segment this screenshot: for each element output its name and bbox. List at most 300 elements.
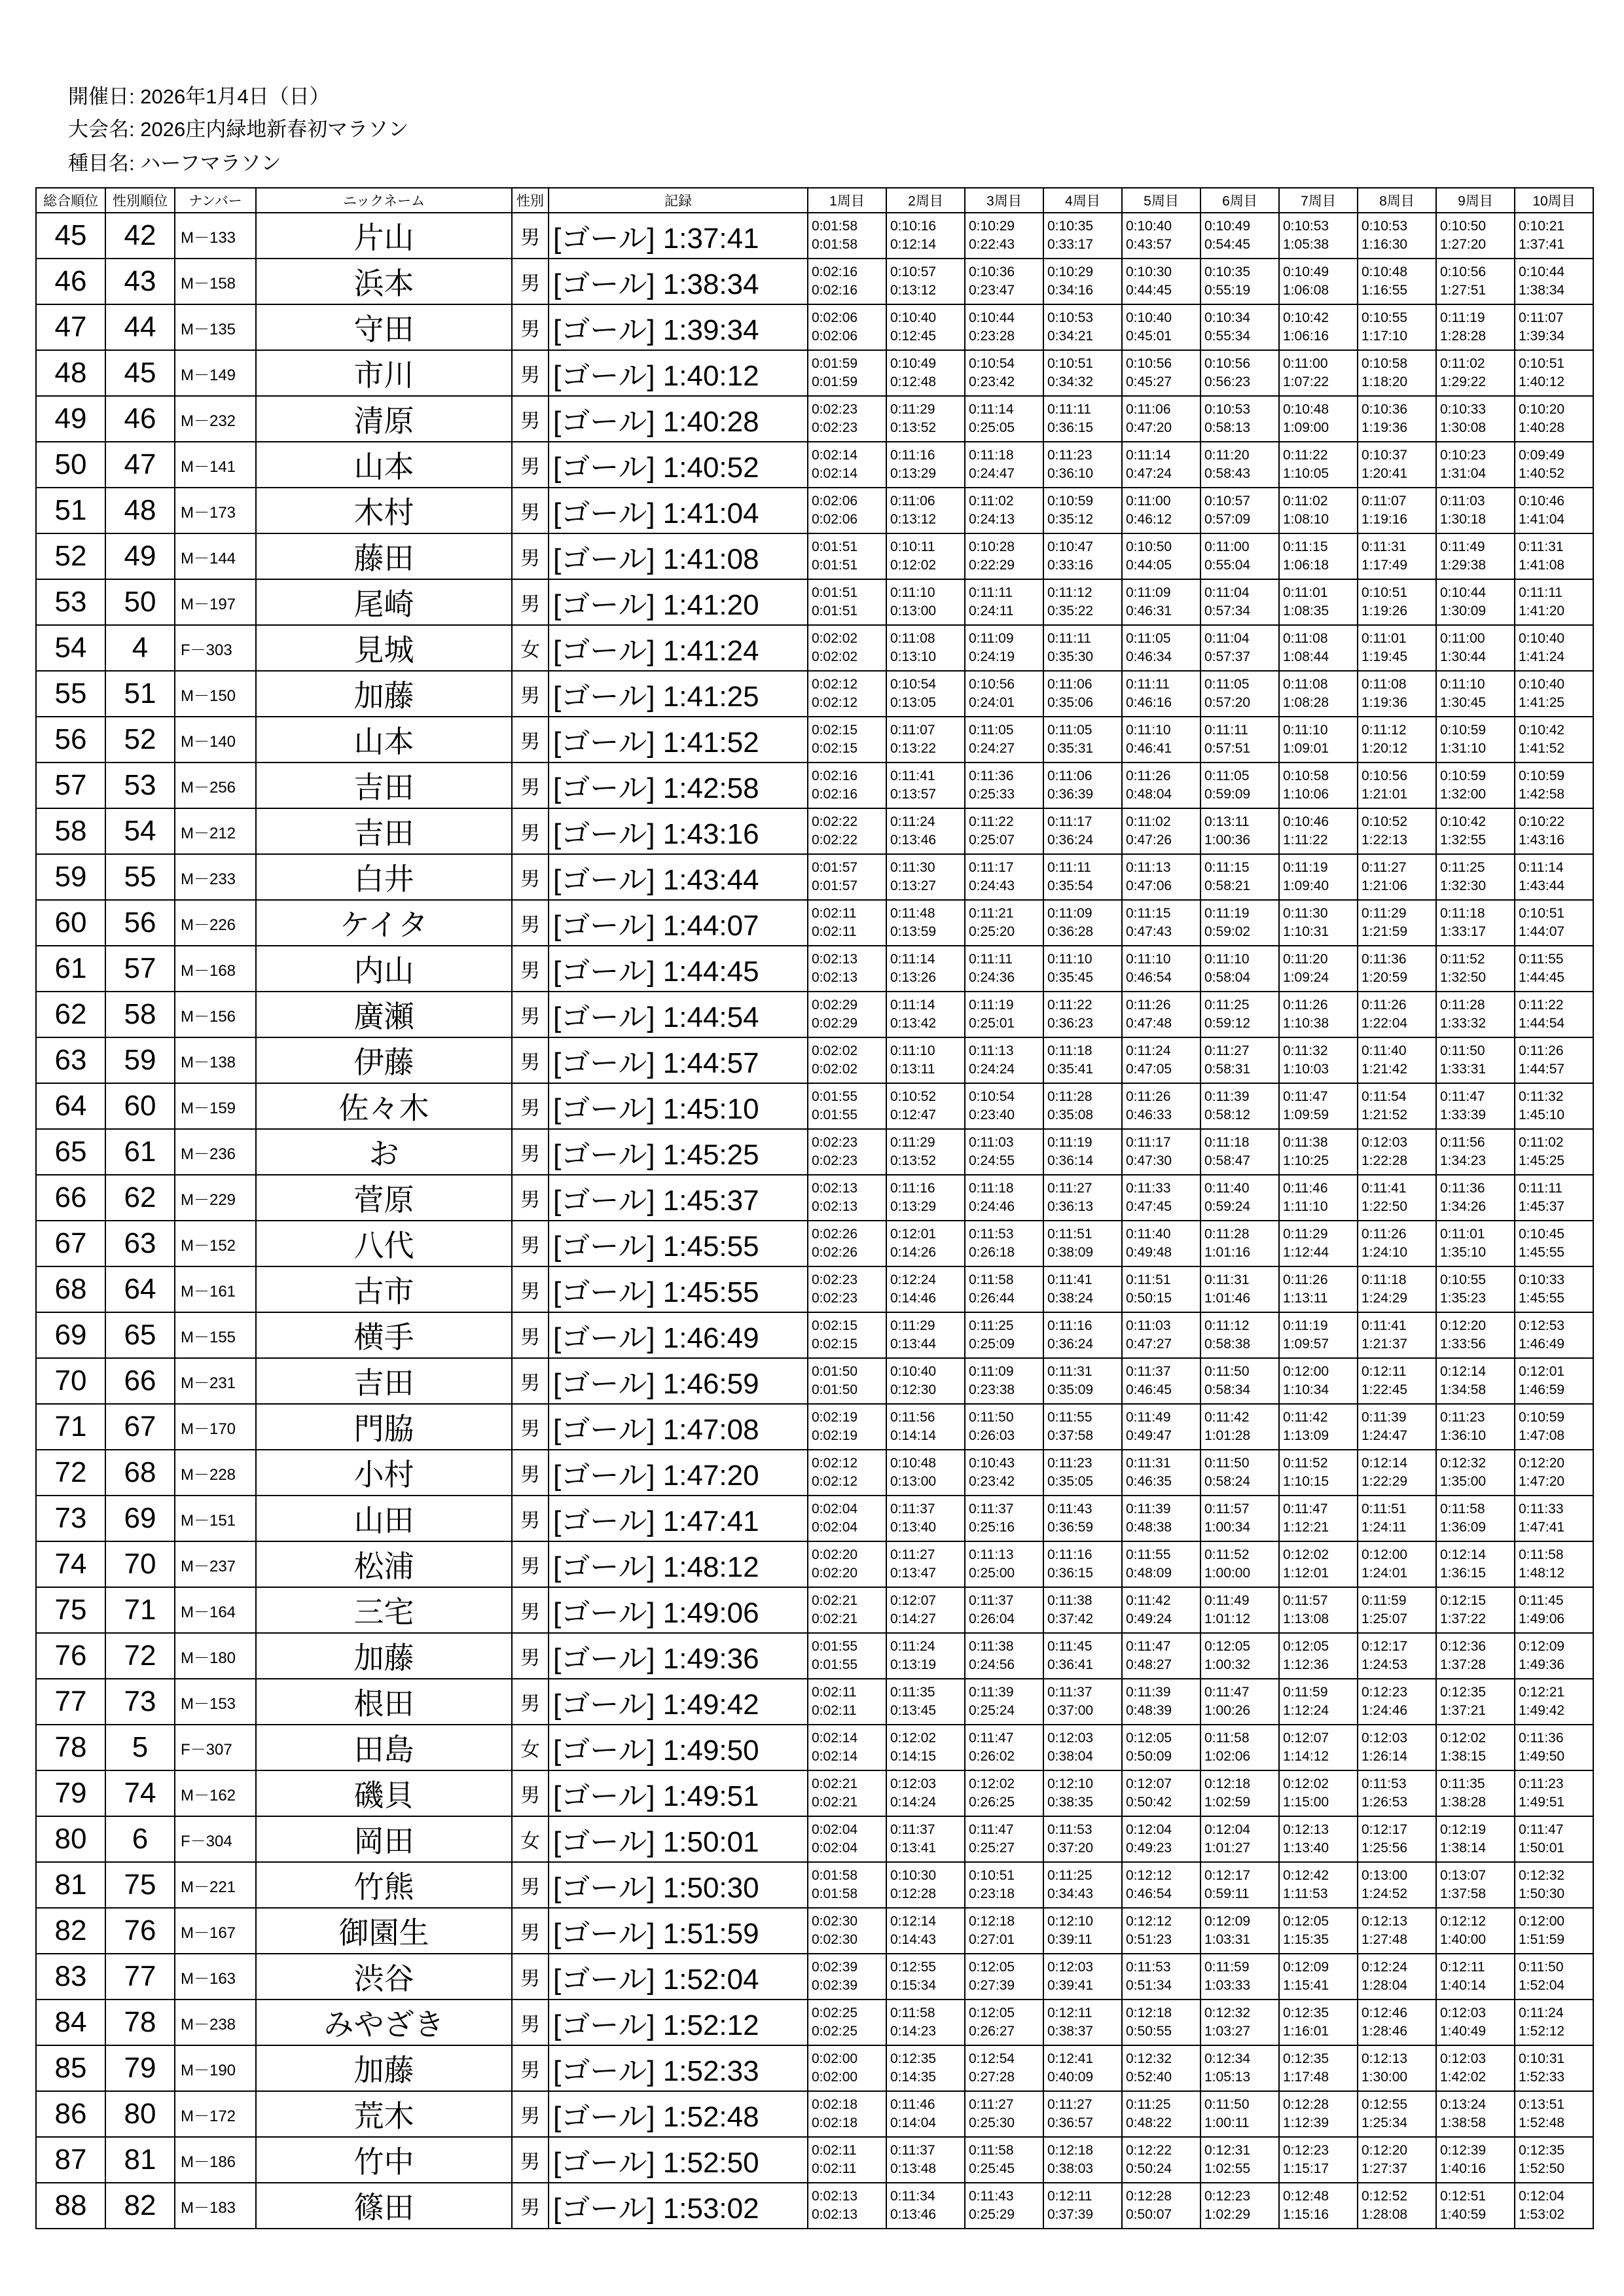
lap-8-cell bbox=[1358, 1954, 1437, 2000]
result-row bbox=[37, 1863, 1594, 1909]
lap-10-cell bbox=[1515, 2183, 1594, 2229]
lap-split-time: 0:10:53 bbox=[1204, 402, 1251, 417]
lap-split-time: 0:11:47 bbox=[969, 1822, 1014, 1837]
lap-6-cell bbox=[1201, 717, 1280, 763]
gender-rank-cell: 45 bbox=[106, 351, 175, 397]
lap-split-time: 0:10:42 bbox=[1519, 723, 1565, 738]
lap-cumulative-time: 0:48:22 bbox=[1126, 2115, 1172, 2130]
lap-4-cell bbox=[1044, 305, 1123, 351]
lap-cumulative-time: 0:34:32 bbox=[1047, 374, 1094, 389]
gender-cell: 男 bbox=[513, 855, 549, 901]
lap-cumulative-time: 0:59:09 bbox=[1204, 787, 1251, 802]
result-row bbox=[37, 1679, 1594, 1725]
lap-cumulative-time: 1:17:49 bbox=[1362, 558, 1408, 573]
lap-cumulative-time: 0:50:55 bbox=[1126, 2024, 1172, 2039]
lap-split-time: 0:11:36 bbox=[1440, 1181, 1485, 1196]
lap-10-cell bbox=[1515, 763, 1594, 809]
lap-split-time: 0:02:11 bbox=[812, 906, 857, 921]
lap-split-time: 0:11:00 bbox=[1283, 356, 1328, 371]
lap-cumulative-time: 0:02:25 bbox=[812, 2024, 858, 2039]
lap-cumulative-time: 0:14:04 bbox=[890, 2115, 937, 2130]
nickname-cell: 加藤 bbox=[257, 2046, 513, 2092]
nickname-cell: 市川 bbox=[257, 351, 513, 397]
lap-5-cell bbox=[1123, 1313, 1201, 1359]
lap-4-cell bbox=[1044, 1496, 1123, 1542]
lap-cumulative-time: 0:25:09 bbox=[969, 1336, 1015, 1352]
lap-cumulative-time: 1:37:41 bbox=[1519, 237, 1565, 252]
record-cell: [ゴール] 1:44:07 bbox=[549, 901, 808, 946]
bib-number-cell: M－150 bbox=[175, 672, 257, 717]
lap-split-time: 0:11:40 bbox=[1362, 1043, 1407, 1058]
lap-split-time: 0:11:51 bbox=[1047, 1227, 1092, 1242]
bib-number-cell: F－304 bbox=[175, 1817, 257, 1863]
lap-split-time: 0:10:47 bbox=[1047, 539, 1094, 554]
lap-cumulative-time: 1:02:06 bbox=[1204, 1749, 1251, 1764]
lap-9-cell bbox=[1437, 946, 1515, 992]
record-cell: [ゴール] 1:41:25 bbox=[549, 672, 808, 717]
lap-cumulative-time: 0:25:16 bbox=[969, 1520, 1015, 1535]
gender-rank-cell: 59 bbox=[106, 1038, 175, 1084]
lap-cumulative-time: 0:23:42 bbox=[969, 1474, 1015, 1489]
lap-8-cell bbox=[1358, 1817, 1437, 1863]
lap-2-cell bbox=[887, 213, 965, 259]
lap-4-cell bbox=[1044, 1221, 1123, 1267]
lap-split-time: 0:11:35 bbox=[890, 1685, 935, 1700]
lap-cumulative-time: 0:36:59 bbox=[1047, 1520, 1094, 1535]
lap-cumulative-time: 0:22:29 bbox=[969, 558, 1015, 573]
lap-6-cell bbox=[1201, 1221, 1280, 1267]
lap-9-cell bbox=[1437, 626, 1515, 672]
lap-split-time: 0:12:12 bbox=[1126, 1868, 1172, 1883]
lap-split-time: 0:02:23 bbox=[812, 1135, 858, 1150]
gender-cell: 男 bbox=[513, 2092, 549, 2138]
lap-split-time: 0:12:09 bbox=[1283, 1960, 1329, 1975]
lap-4-cell bbox=[1044, 672, 1123, 717]
gender-cell: 男 bbox=[513, 1175, 549, 1221]
lap-split-time: 0:11:54 bbox=[1362, 1089, 1407, 1104]
lap-5-cell bbox=[1123, 305, 1201, 351]
lap-1-cell bbox=[808, 946, 887, 992]
lap-cumulative-time: 1:15:17 bbox=[1283, 2161, 1329, 2176]
lap-cumulative-time: 1:44:07 bbox=[1519, 924, 1565, 939]
lap-8-cell bbox=[1358, 1038, 1437, 1084]
lap-cumulative-time: 0:13:00 bbox=[890, 1474, 937, 1489]
gender-rank-cell: 78 bbox=[106, 2000, 175, 2046]
lap-4-cell bbox=[1044, 763, 1123, 809]
lap-10-cell bbox=[1515, 534, 1594, 580]
lap-2-cell bbox=[887, 1588, 965, 1634]
lap-cumulative-time: 0:24:47 bbox=[969, 466, 1015, 481]
lap-cumulative-time: 1:26:14 bbox=[1362, 1749, 1408, 1764]
lap-split-time: 0:12:19 bbox=[1440, 1822, 1487, 1837]
gender-rank-cell: 43 bbox=[106, 259, 175, 305]
lap-split-time: 0:11:01 bbox=[1283, 585, 1328, 600]
lap-split-time: 0:12:07 bbox=[1283, 1731, 1329, 1746]
bib-number-cell: F－303 bbox=[175, 626, 257, 672]
lap-3-header: 3周目 bbox=[965, 188, 1044, 213]
record-cell: [ゴール] 1:41:08 bbox=[549, 534, 808, 580]
lap-split-time: 0:11:09 bbox=[1126, 585, 1171, 600]
gender-rank-cell: 58 bbox=[106, 992, 175, 1038]
lap-split-time: 0:12:20 bbox=[1519, 1456, 1565, 1471]
lap-cumulative-time: 0:25:30 bbox=[969, 2115, 1015, 2130]
record-cell: [ゴール] 1:52:12 bbox=[549, 2000, 808, 2046]
lap-cumulative-time: 0:36:23 bbox=[1047, 1016, 1094, 1031]
lap-split-time: 0:02:22 bbox=[812, 814, 858, 829]
lap-cumulative-time: 0:39:11 bbox=[1047, 1932, 1092, 1947]
gender-rank-cell: 70 bbox=[106, 1542, 175, 1588]
lap-split-time: 0:11:18 bbox=[969, 448, 1014, 463]
lap-split-time: 0:11:20 bbox=[1283, 952, 1328, 967]
lap-10-cell bbox=[1515, 351, 1594, 397]
lap-cumulative-time: 1:22:04 bbox=[1362, 1016, 1408, 1031]
lap-split-time: 0:12:18 bbox=[969, 1914, 1015, 1929]
gender-rank-cell: 65 bbox=[106, 1313, 175, 1359]
lap-5-cell bbox=[1123, 580, 1201, 626]
lap-split-time: 0:12:07 bbox=[890, 1593, 937, 1608]
lap-cumulative-time: 0:36:13 bbox=[1047, 1199, 1094, 1214]
lap-cumulative-time: 1:32:00 bbox=[1440, 787, 1487, 802]
lap-split-time: 0:01:51 bbox=[812, 539, 858, 554]
lap-split-time: 0:13:07 bbox=[1440, 1868, 1487, 1883]
lap-cumulative-time: 0:02:04 bbox=[812, 1520, 858, 1535]
result-row bbox=[37, 946, 1594, 992]
lap-cumulative-time: 1:30:00 bbox=[1362, 2070, 1408, 2085]
lap-cumulative-time: 0:02:11 bbox=[812, 2161, 857, 2176]
lap-3-cell bbox=[965, 1588, 1044, 1634]
gender-cell: 女 bbox=[513, 1725, 549, 1771]
lap-split-time: 0:11:00 bbox=[1126, 493, 1171, 509]
lap-2-cell bbox=[887, 1679, 965, 1725]
lap-split-time: 0:12:35 bbox=[890, 2051, 937, 2066]
lap-split-time: 0:11:42 bbox=[1204, 1410, 1250, 1425]
lap-split-time: 0:11:33 bbox=[1126, 1181, 1171, 1196]
lap-split-time: 0:11:14 bbox=[1126, 448, 1171, 463]
lap-split-time: 0:10:35 bbox=[1204, 264, 1251, 279]
lap-cumulative-time: 0:47:27 bbox=[1126, 1336, 1172, 1352]
result-row bbox=[37, 2000, 1594, 2046]
lap-cumulative-time: 1:17:48 bbox=[1283, 2070, 1329, 2085]
lap-cumulative-time: 1:22:28 bbox=[1362, 1153, 1408, 1168]
lap-split-time: 0:11:19 bbox=[1283, 860, 1328, 875]
lap-6-cell bbox=[1201, 1130, 1280, 1175]
nickname-cell: 山田 bbox=[257, 1496, 513, 1542]
lap-5-header: 5周目 bbox=[1123, 188, 1201, 213]
lap-10-cell bbox=[1515, 1542, 1594, 1588]
lap-10-cell bbox=[1515, 626, 1594, 672]
lap-split-time: 0:12:13 bbox=[1283, 1822, 1329, 1837]
lap-cumulative-time: 1:25:07 bbox=[1362, 1611, 1408, 1626]
nickname-cell: 松浦 bbox=[257, 1542, 513, 1588]
lap-4-cell bbox=[1044, 946, 1123, 992]
lap-split-time: 0:10:56 bbox=[1126, 356, 1172, 371]
gender-cell: 男 bbox=[513, 1405, 549, 1450]
lap-cumulative-time: 1:07:22 bbox=[1283, 374, 1329, 389]
lap-cumulative-time: 0:58:34 bbox=[1204, 1382, 1251, 1397]
lap-cumulative-time: 1:45:37 bbox=[1519, 1199, 1565, 1214]
lap-cumulative-time: 1:41:04 bbox=[1519, 512, 1565, 527]
lap-cumulative-time: 0:02:13 bbox=[812, 970, 858, 985]
lap-cumulative-time: 0:02:02 bbox=[812, 1062, 858, 1077]
lap-cumulative-time: 1:08:10 bbox=[1283, 512, 1329, 527]
lap-2-cell bbox=[887, 809, 965, 855]
lap-split-time: 0:11:37 bbox=[890, 2143, 935, 2158]
lap-split-time: 0:11:09 bbox=[1047, 906, 1092, 921]
nickname-cell: 尾崎 bbox=[257, 580, 513, 626]
result-row bbox=[37, 1084, 1594, 1130]
lap-2-cell bbox=[887, 717, 965, 763]
bib-number-cell: M－151 bbox=[175, 1496, 257, 1542]
lap-3-cell bbox=[965, 305, 1044, 351]
lap-6-cell bbox=[1201, 1542, 1280, 1588]
lap-cumulative-time: 0:14:27 bbox=[890, 1611, 937, 1626]
lap-cumulative-time: 0:26:44 bbox=[969, 1291, 1015, 1306]
lap-4-cell bbox=[1044, 1359, 1123, 1405]
lap-cumulative-time: 0:24:19 bbox=[969, 649, 1015, 664]
lap-7-cell bbox=[1280, 1588, 1358, 1634]
lap-split-time: 0:11:27 bbox=[969, 2097, 1014, 2112]
lap-cumulative-time: 0:26:03 bbox=[969, 1428, 1015, 1443]
lap-split-time: 0:02:25 bbox=[812, 2005, 858, 2020]
lap-cumulative-time: 0:33:16 bbox=[1047, 558, 1094, 573]
nickname-cell: 片山 bbox=[257, 213, 513, 259]
lap-split-time: 0:11:29 bbox=[890, 1135, 935, 1150]
lap-split-time: 0:11:10 bbox=[890, 585, 935, 600]
lap-cumulative-time: 1:12:24 bbox=[1283, 1703, 1329, 1718]
lap-6-cell bbox=[1201, 2092, 1280, 2138]
lap-split-time: 0:11:03 bbox=[1440, 493, 1485, 509]
lap-split-time: 0:12:05 bbox=[1126, 1731, 1172, 1746]
lap-split-time: 0:01:55 bbox=[812, 1639, 858, 1654]
lap-2-cell bbox=[887, 763, 965, 809]
lap-cumulative-time: 0:23:47 bbox=[969, 283, 1015, 298]
lap-cumulative-time: 1:24:47 bbox=[1362, 1428, 1408, 1443]
lap-cumulative-time: 1:42:02 bbox=[1440, 2070, 1487, 2085]
overall-rank-cell: 73 bbox=[37, 1496, 106, 1542]
lap-split-time: 0:11:45 bbox=[1047, 1639, 1092, 1654]
lap-cumulative-time: 0:13:26 bbox=[890, 970, 937, 985]
lap-cumulative-time: 1:13:40 bbox=[1283, 1840, 1329, 1856]
record-cell: [ゴール] 1:44:45 bbox=[549, 946, 808, 992]
lap-split-time: 0:10:29 bbox=[969, 219, 1015, 234]
gender-cell: 女 bbox=[513, 1817, 549, 1863]
lap-3-cell bbox=[965, 672, 1044, 717]
overall-rank-cell: 83 bbox=[37, 1954, 106, 2000]
lap-cumulative-time: 0:01:51 bbox=[812, 558, 858, 573]
gender-rank-header: 性別順位 bbox=[106, 188, 175, 213]
lap-8-cell bbox=[1358, 1450, 1437, 1496]
overall-rank-cell: 71 bbox=[37, 1405, 106, 1450]
lap-cumulative-time: 1:21:06 bbox=[1362, 878, 1408, 893]
lap-split-time: 0:11:28 bbox=[1204, 1227, 1250, 1242]
lap-split-time: 0:11:25 bbox=[1126, 2097, 1171, 2112]
gender-rank-cell: 62 bbox=[106, 1175, 175, 1221]
lap-7-cell bbox=[1280, 2000, 1358, 2046]
lap-cumulative-time: 0:23:40 bbox=[969, 1107, 1015, 1122]
nickname-cell: 藤田 bbox=[257, 534, 513, 580]
lap-cumulative-time: 0:46:12 bbox=[1126, 512, 1172, 527]
gender-rank-cell: 74 bbox=[106, 1771, 175, 1817]
lap-2-cell bbox=[887, 1496, 965, 1542]
lap-cumulative-time: 1:37:21 bbox=[1440, 1703, 1487, 1718]
lap-split-time: 0:12:35 bbox=[1519, 2143, 1565, 2158]
lap-split-time: 0:02:19 bbox=[812, 1410, 858, 1425]
lap-4-cell bbox=[1044, 717, 1123, 763]
lap-split-time: 0:12:28 bbox=[1283, 2097, 1329, 2112]
lap-cumulative-time: 1:31:04 bbox=[1440, 466, 1487, 481]
lap-split-time: 0:12:00 bbox=[1283, 1364, 1329, 1379]
lap-8-header: 8周目 bbox=[1358, 188, 1437, 213]
lap-3-cell bbox=[965, 1542, 1044, 1588]
lap-split-time: 0:12:21 bbox=[1519, 1685, 1565, 1700]
lap-split-time: 0:11:31 bbox=[1204, 1272, 1250, 1287]
nickname-cell: 門脇 bbox=[257, 1405, 513, 1450]
lap-9-cell bbox=[1437, 2183, 1515, 2229]
result-row bbox=[37, 259, 1594, 305]
lap-split-time: 0:11:05 bbox=[969, 723, 1014, 738]
lap-split-time: 0:11:19 bbox=[969, 997, 1014, 1013]
lap-cumulative-time: 1:24:11 bbox=[1362, 1520, 1407, 1535]
lap-cumulative-time: 1:27:48 bbox=[1362, 1932, 1408, 1947]
result-row bbox=[37, 1909, 1594, 1954]
overall-rank-cell: 76 bbox=[37, 1634, 106, 1679]
lap-cumulative-time: 1:10:03 bbox=[1283, 1062, 1329, 1077]
lap-7-cell bbox=[1280, 488, 1358, 534]
lap-cumulative-time: 1:22:13 bbox=[1362, 833, 1408, 848]
lap-5-cell bbox=[1123, 351, 1201, 397]
lap-split-time: 0:11:13 bbox=[969, 1547, 1014, 1562]
lap-5-cell bbox=[1123, 1679, 1201, 1725]
lap-cumulative-time: 0:38:35 bbox=[1047, 1795, 1094, 1810]
lap-8-cell bbox=[1358, 809, 1437, 855]
lap-cumulative-time: 0:49:47 bbox=[1126, 1428, 1172, 1443]
lap-split-time: 0:10:59 bbox=[1440, 723, 1487, 738]
gender-cell: 男 bbox=[513, 1038, 549, 1084]
lap-10-cell bbox=[1515, 213, 1594, 259]
lap-split-time: 0:12:35 bbox=[1440, 1685, 1487, 1700]
lap-5-cell bbox=[1123, 1267, 1201, 1313]
lap-split-time: 0:11:41 bbox=[1362, 1318, 1407, 1333]
lap-9-cell bbox=[1437, 442, 1515, 488]
lap-split-time: 0:11:12 bbox=[1362, 723, 1407, 738]
lap-cumulative-time: 1:42:58 bbox=[1519, 787, 1565, 802]
lap-cumulative-time: 1:40:16 bbox=[1440, 2161, 1487, 2176]
lap-split-time: 0:12:05 bbox=[969, 1960, 1015, 1975]
lap-cumulative-time: 1:10:25 bbox=[1283, 1153, 1329, 1168]
result-row bbox=[37, 534, 1594, 580]
lap-cumulative-time: 1:40:52 bbox=[1519, 466, 1565, 481]
lap-cumulative-time: 0:14:46 bbox=[890, 1291, 937, 1306]
lap-1-cell bbox=[808, 2138, 887, 2183]
lap-3-cell bbox=[965, 1863, 1044, 1909]
lap-cumulative-time: 0:36:41 bbox=[1047, 1657, 1094, 1672]
lap-split-time: 0:02:12 bbox=[812, 677, 858, 692]
overall-rank-cell: 53 bbox=[37, 580, 106, 626]
lap-2-cell bbox=[887, 672, 965, 717]
lap-4-cell bbox=[1044, 1405, 1123, 1450]
result-row bbox=[37, 1496, 1594, 1542]
lap-cumulative-time: 0:35:05 bbox=[1047, 1474, 1094, 1489]
lap-cumulative-time: 1:09:59 bbox=[1283, 1107, 1329, 1122]
result-row bbox=[37, 580, 1594, 626]
lap-cumulative-time: 1:00:11 bbox=[1204, 2115, 1250, 2130]
lap-5-cell bbox=[1123, 2046, 1201, 2092]
lap-cumulative-time: 0:25:27 bbox=[969, 1840, 1015, 1856]
lap-3-cell bbox=[965, 1954, 1044, 2000]
lap-split-time: 0:11:58 bbox=[1440, 1501, 1485, 1516]
lap-split-time: 0:12:20 bbox=[1440, 1318, 1487, 1333]
lap-5-cell bbox=[1123, 1909, 1201, 1954]
lap-cumulative-time: 1:26:53 bbox=[1362, 1795, 1408, 1810]
record-cell: [ゴール] 1:50:30 bbox=[549, 1863, 808, 1909]
lap-split-time: 0:11:27 bbox=[1362, 860, 1407, 875]
lap-split-time: 0:10:57 bbox=[890, 264, 937, 279]
lap-cumulative-time: 1:34:23 bbox=[1440, 1153, 1487, 1168]
lap-cumulative-time: 1:43:44 bbox=[1519, 878, 1565, 893]
lap-6-cell bbox=[1201, 397, 1280, 442]
lap-10-cell bbox=[1515, 2046, 1594, 2092]
record-cell: [ゴール] 1:48:12 bbox=[549, 1542, 808, 1588]
lap-split-time: 0:13:51 bbox=[1519, 2097, 1565, 2112]
lap-9-cell bbox=[1437, 1771, 1515, 1817]
lap-cumulative-time: 1:49:51 bbox=[1519, 1795, 1565, 1810]
record-cell: [ゴール] 1:52:48 bbox=[549, 2092, 808, 2138]
gender-cell: 男 bbox=[513, 351, 549, 397]
lap-split-time: 0:11:47 bbox=[1126, 1639, 1171, 1654]
lap-6-cell bbox=[1201, 946, 1280, 992]
lap-cumulative-time: 1:19:36 bbox=[1362, 420, 1408, 435]
lap-cumulative-time: 0:59:24 bbox=[1204, 1199, 1251, 1214]
lap-2-cell bbox=[887, 2000, 965, 2046]
gender-rank-cell: 66 bbox=[106, 1359, 175, 1405]
lap-cumulative-time: 1:03:31 bbox=[1204, 1932, 1251, 1947]
lap-cumulative-time: 1:09:57 bbox=[1283, 1336, 1329, 1352]
lap-cumulative-time: 0:49:48 bbox=[1126, 1245, 1172, 1260]
bib-number-cell: M－152 bbox=[175, 1221, 257, 1267]
lap-9-cell bbox=[1437, 2092, 1515, 2138]
lap-10-cell bbox=[1515, 1267, 1594, 1313]
lap-cumulative-time: 0:02:39 bbox=[812, 1978, 858, 1993]
lap-split-time: 0:11:02 bbox=[1283, 493, 1328, 509]
lap-split-time: 0:10:49 bbox=[1283, 264, 1329, 279]
nickname-cell: お bbox=[257, 1130, 513, 1175]
lap-2-cell bbox=[887, 1450, 965, 1496]
lap-split-time: 0:11:04 bbox=[1204, 585, 1250, 600]
lap-cumulative-time: 0:02:15 bbox=[812, 1336, 858, 1352]
lap-cumulative-time: 0:24:46 bbox=[969, 1199, 1015, 1214]
lap-6-cell bbox=[1201, 488, 1280, 534]
lap-split-time: 0:11:18 bbox=[1362, 1272, 1407, 1287]
lap-cumulative-time: 0:24:11 bbox=[969, 603, 1014, 619]
lap-10-cell bbox=[1515, 1771, 1594, 1817]
lap-split-time: 0:02:15 bbox=[812, 723, 858, 738]
lap-10-cell bbox=[1515, 1588, 1594, 1634]
lap-cumulative-time: 1:24:10 bbox=[1362, 1245, 1408, 1260]
gender-rank-cell: 82 bbox=[106, 2183, 175, 2229]
lap-1-cell bbox=[808, 534, 887, 580]
lap-split-time: 0:10:53 bbox=[1283, 219, 1329, 234]
result-row bbox=[37, 1954, 1594, 2000]
lap-2-cell bbox=[887, 1405, 965, 1450]
lap-split-time: 0:12:55 bbox=[890, 1960, 937, 1975]
lap-cumulative-time: 1:28:28 bbox=[1440, 329, 1487, 344]
lap-1-cell bbox=[808, 1359, 887, 1405]
lap-split-time: 0:11:15 bbox=[1283, 539, 1328, 554]
lap-cumulative-time: 1:41:20 bbox=[1519, 603, 1565, 619]
lap-split-time: 0:10:28 bbox=[969, 539, 1015, 554]
bib-number-cell: M－183 bbox=[175, 2183, 257, 2229]
lap-cumulative-time: 0:26:04 bbox=[969, 1611, 1015, 1626]
